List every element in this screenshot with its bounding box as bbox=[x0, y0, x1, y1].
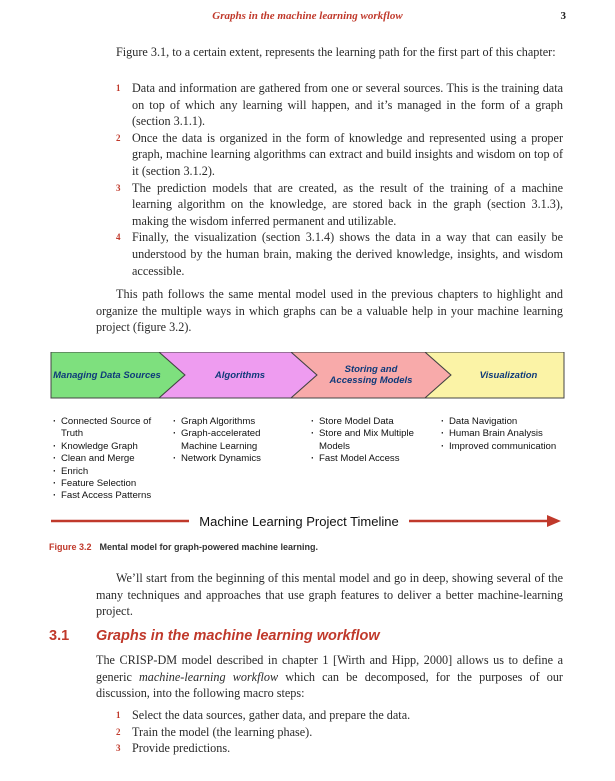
running-title: Graphs in the machine learning workflow bbox=[212, 10, 403, 22]
section-text-after: which can be decomposed, for the purposes of our discussion, into the following macro steps: bbox=[96, 669, 563, 701]
figure-caption bbox=[49, 542, 318, 552]
bullet-item: · Improved communication bbox=[441, 441, 566, 453]
list-item bbox=[116, 130, 563, 180]
section-steps-list bbox=[116, 707, 563, 757]
stage-label-algorithms: Algorithms bbox=[214, 369, 266, 381]
page-number: 3 bbox=[560, 10, 566, 22]
list-item bbox=[116, 80, 563, 130]
section-text-emphasis: machine-learning workflow bbox=[138, 669, 279, 684]
step-number: 4 bbox=[116, 232, 121, 243]
timeline-arrow-head bbox=[547, 515, 561, 527]
bullets-visualization bbox=[441, 416, 566, 453]
stage-label-storing-models: Storing and Accessing Models bbox=[329, 364, 413, 386]
running-head bbox=[0, 10, 615, 28]
figure-caption-number: Figure 3.2 bbox=[49, 542, 92, 552]
bullet-item: · Human Brain Analysis bbox=[441, 428, 566, 440]
stage-label-visualization: Visualization bbox=[479, 369, 538, 381]
list-item bbox=[116, 229, 563, 279]
intro-text: Figure 3.1, to a certain extent, represents the learning path for the first part of this chapter: bbox=[116, 45, 556, 59]
step-text: Provide predictions. bbox=[132, 741, 231, 756]
step-number: 2 bbox=[116, 132, 121, 143]
continuation-text: We’ll start from the beginning of this mental model and go in deep, showing several of the many techniques and approaches that use graph features to deliver a better machine-learning project. bbox=[96, 571, 563, 619]
bullet-item: · Knowledge Graph bbox=[53, 441, 165, 453]
bullet-item: · Fast Access Patterns bbox=[53, 490, 165, 502]
step-number: 2 bbox=[116, 726, 121, 737]
step-number: 1 bbox=[116, 710, 121, 720]
bullet-item: · Graph Algorithms bbox=[173, 416, 285, 428]
timeline-label: Machine Learning Project Timeline bbox=[189, 514, 409, 529]
continuation-paragraph bbox=[96, 570, 563, 620]
bullet-item: · Feature Selection bbox=[53, 478, 165, 490]
bullet-item: · Connected Source of Truth bbox=[53, 416, 165, 441]
step-text: Train the model (the learning phase). bbox=[132, 724, 313, 739]
bullet-item: · Fast Model Access bbox=[311, 453, 421, 465]
list-item bbox=[116, 740, 563, 757]
intro-steps-list bbox=[116, 80, 563, 279]
closing-paragraph bbox=[96, 286, 563, 336]
figure-mental-model bbox=[49, 352, 566, 552]
bullet-item: · Store and Mix Multiple Models bbox=[311, 428, 421, 453]
bullet-item: · Clean and Merge bbox=[53, 453, 165, 465]
step-number: 3 bbox=[116, 182, 121, 193]
bullets-algorithms bbox=[173, 416, 285, 466]
step-text: Finally, the visualization (section 3.1.4) shows the data in a way that can easily be understood by the human brain, making the derived knowledge, insights, and wisdom accessible. bbox=[132, 230, 563, 278]
step-number: 1 bbox=[116, 83, 121, 93]
step-number: 3 bbox=[116, 743, 121, 754]
closing-text: This path follows the same mental model used in the previous chapters to highlight and organize the multiple ways in which graphs can be a valuable help in your machine learning project (figure 3.2). bbox=[96, 287, 563, 335]
figure-caption-text: Mental model for graph-powered machine learning. bbox=[99, 542, 319, 552]
section-text bbox=[96, 652, 563, 702]
section-number: 3.1 bbox=[49, 628, 70, 644]
bullet-item: · Network Dynamics bbox=[173, 453, 285, 465]
step-text: The prediction models that are created, as the result of the training of a machine learning algorithm on the knowledge, are stored back in the graph (section 3.1.3), making the wisdom inferred permanent and utilizable. bbox=[132, 180, 563, 228]
bullets-storing-models bbox=[311, 416, 421, 466]
bullet-item: · Enrich bbox=[53, 466, 165, 478]
list-item bbox=[116, 180, 563, 230]
list-item bbox=[116, 707, 563, 724]
step-text: Select the data sources, gather data, and prepare the data. bbox=[132, 708, 411, 722]
step-text: Once the data is organized in the form of knowledge and represented using a proper graph, machine learning algorithms can extract and build insights and wisdom on top of it (section 3.1.2). bbox=[132, 130, 563, 178]
bullet-item: · Data Navigation bbox=[441, 416, 566, 428]
list-item bbox=[116, 724, 563, 741]
stage-label-data-sources: Managing Data Sources bbox=[53, 369, 161, 381]
bullet-item: · Graph-accelerated Machine Learning bbox=[173, 428, 285, 453]
section-paragraph bbox=[96, 652, 563, 702]
section-text-before: The CRISP-DM model described in chapter 1 [Wirth and Hipp, 2000] allows us to define a generic bbox=[96, 653, 563, 684]
section-title: Graphs in the machine learning workflow bbox=[96, 628, 380, 644]
step-text: Data and information are gathered from one or several sources. This is the training data on top of which any learning will happen, and it’s managed in the form of a graph (section 3.1.1). bbox=[132, 81, 563, 129]
bullet-item: · Store Model Data bbox=[311, 416, 421, 428]
section-heading bbox=[49, 628, 569, 648]
bullets-data-sources bbox=[53, 416, 165, 503]
intro-paragraph bbox=[96, 44, 563, 61]
